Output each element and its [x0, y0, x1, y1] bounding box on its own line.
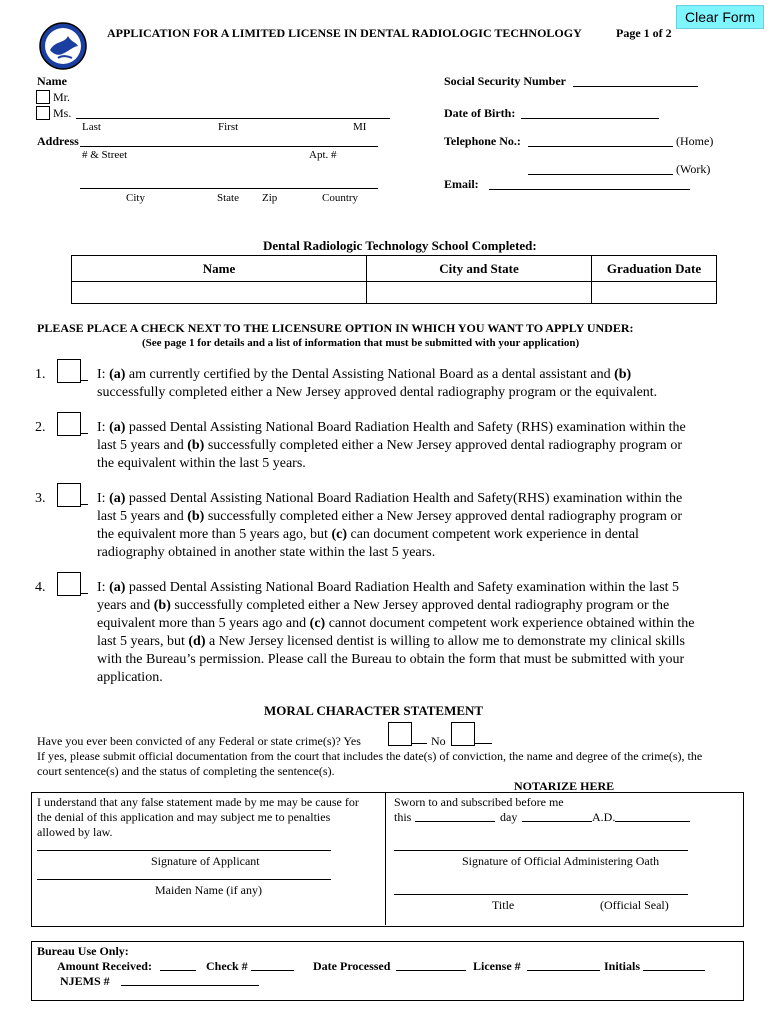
school-name-header: Name [72, 256, 367, 282]
mi-caption: MI [353, 121, 367, 133]
zip-caption: Zip [262, 192, 278, 204]
option-3-number: 3. [35, 491, 46, 506]
date-processed-field[interactable] [396, 970, 466, 971]
option-2-text: I: (a) passed Dental Assisting National Board Radiation Health and Safety (RHS) examination within the last 5 years and (b) successfully completed either a New Jersey approved dental radiography program or the equivalent within the last 5 years. [97, 420, 686, 471]
sworn-this-field[interactable] [415, 821, 495, 822]
school-name-cell[interactable] [72, 282, 367, 304]
initials-label: Initials [604, 959, 641, 973]
state-caption: State [217, 192, 239, 204]
no-checkbox[interactable] [451, 722, 475, 746]
apt-caption: Apt. # [309, 149, 337, 161]
dob-label: Date of Birth: [444, 106, 516, 120]
official-title-field[interactable] [394, 894, 688, 895]
clear-form-button[interactable]: Clear Form [676, 5, 764, 29]
njems-label: NJEMS # [60, 974, 110, 988]
initials-field[interactable] [643, 970, 705, 971]
street-caption: # & Street [82, 149, 128, 161]
maiden-name-caption: Maiden Name (if any) [155, 883, 262, 897]
no-label: No [431, 734, 446, 748]
option-4-checkbox[interactable] [57, 572, 81, 596]
first-caption: First [218, 121, 239, 133]
school-city-state-header: City and State [367, 256, 592, 282]
sworn-year-field[interactable] [615, 821, 690, 822]
work-caption: (Work) [676, 162, 711, 176]
ad-label: A.D. [592, 810, 616, 824]
statement-line2: the denial of this application and may subject me to penalties [37, 810, 331, 824]
name-label: Name [37, 74, 67, 88]
ssn-label: Social Security Number [444, 74, 566, 88]
mr-label: Mr. [53, 90, 71, 104]
this-label: this [394, 810, 412, 824]
title-caption: Title [492, 898, 515, 912]
conviction-note-line1: If yes, please submit official documentation from the court that includes the date(s) of conviction, the name and degree of the crime(s), the [37, 749, 703, 763]
official-signature-field[interactable] [394, 850, 688, 851]
city-state-field[interactable] [80, 188, 378, 189]
amount-field[interactable] [160, 970, 196, 971]
ssn-field[interactable] [573, 86, 698, 87]
email-field[interactable] [489, 189, 690, 190]
telephone-label: Telephone No.: [444, 134, 521, 148]
applicant-signature-caption: Signature of Applicant [151, 854, 260, 868]
page-indicator: Page 1 of 2 [616, 26, 672, 40]
option-1-number: 1. [35, 367, 46, 382]
state-seal-logo [38, 20, 88, 72]
date-processed-label: Date Processed [313, 959, 391, 973]
license-field[interactable] [527, 970, 600, 971]
moral-title: MORAL CHARACTER STATEMENT [264, 703, 484, 718]
check-field[interactable] [251, 970, 294, 971]
street-field[interactable] [80, 146, 378, 147]
school-city-state-cell[interactable] [367, 282, 592, 304]
option-4-text: I: (a) passed Dental Assisting National Board Radiation Health and Safety examination within the last 5 years and (b) successfully completed either a New Jersey approved dental radiography program or the equivalent more than 5 years ago and (c) cannot document competent work experience obtained within the last 5 years, but (d) a New Jersey licensed dentist is willing to allow me to demonstrate my clinical skills with the Bureau’s permission. Please call the Bureau to obtain the form that must be submitted with your application. [97, 580, 695, 685]
options-heading: PLEASE PLACE A CHECK NEXT TO THE LICENSURE OPTION IN WHICH YOU WANT TO APPLY UNDER: [37, 321, 634, 335]
official-seal-caption: (Official Seal) [600, 898, 669, 912]
address-label: Address [37, 134, 79, 148]
no-checkline [474, 743, 492, 744]
name-field[interactable] [76, 118, 390, 119]
conviction-question: Have you ever been convicted of any Federal or state crime(s)? Yes [37, 734, 361, 748]
email-label: Email: [444, 177, 479, 191]
signature-box-divider [385, 792, 386, 925]
option-2-checkbox[interactable] [57, 412, 81, 436]
form-title: APPLICATION FOR A LIMITED LICENSE IN DENTAL RADIOLOGIC TECHNOLOGY [107, 26, 582, 40]
license-label: License # [473, 959, 521, 973]
home-phone-field[interactable] [528, 146, 673, 147]
yes-checkline [411, 743, 427, 744]
option-2-number: 2. [35, 420, 46, 435]
option-3-checkbox[interactable] [57, 483, 81, 507]
home-caption: (Home) [676, 134, 714, 148]
amount-label: Amount Received: [57, 959, 152, 973]
ms-checkbox[interactable] [36, 106, 50, 120]
notarize-label: NOTARIZE HERE [514, 779, 615, 793]
yes-checkbox[interactable] [388, 722, 412, 746]
school-section-title: Dental Radiologic Technology School Completed: [263, 238, 537, 253]
graduation-date-header: Graduation Date [592, 256, 717, 282]
sworn-day-field[interactable] [522, 821, 592, 822]
graduation-date-cell[interactable] [592, 282, 717, 304]
option-1-checkline [80, 380, 88, 381]
school-table [71, 255, 717, 304]
official-signature-caption: Signature of Official Administering Oath [462, 854, 660, 868]
country-caption: Country [322, 192, 359, 204]
option-2-checkline [80, 433, 88, 434]
option-4-number: 4. [35, 580, 46, 595]
statement-line1: I understand that any false statement made by me may be cause for [37, 795, 359, 809]
option-4-checkline [80, 593, 88, 594]
ms-label: Ms. [53, 106, 72, 120]
option-1-text: I: (a) am currently certified by the Dental Assisting National Board as a dental assistant and (b) successfully completed either a New Jersey approved dental radiography program or the equivalent. [97, 367, 658, 400]
option-3-checkline [80, 504, 88, 505]
dob-field[interactable] [521, 118, 659, 119]
day-label: day [500, 810, 518, 824]
conviction-note-line2: court sentence(s) and the status of completing the sentence(s). [37, 764, 335, 778]
applicant-signature-field[interactable] [37, 850, 331, 851]
mr-checkbox[interactable] [36, 90, 50, 104]
options-subheading: (See page 1 for details and a list of information that must be submitted with your application) [142, 337, 580, 349]
city-caption: City [126, 192, 145, 204]
bureau-title: Bureau Use Only: [37, 944, 129, 958]
last-caption: Last [82, 121, 101, 133]
statement-line3: allowed by law. [37, 825, 113, 839]
njems-field[interactable] [121, 985, 259, 986]
check-label: Check # [206, 959, 248, 973]
work-phone-field[interactable] [528, 174, 673, 175]
option-3-text: I: (a) passed Dental Assisting National Board Radiation Health and Safety(RHS) examination within the last 5 years and (b) successfully completed either a New Jersey approved dental radiography program or the equivalent more than 5 years ago, but (c) can document competent work experience in dental radiography obtained in another state within the last 5 years. [97, 491, 683, 560]
option-1-checkbox[interactable] [57, 359, 81, 383]
maiden-name-field[interactable] [37, 879, 331, 880]
sworn-text: Sworn to and subscribed before me [394, 795, 564, 809]
